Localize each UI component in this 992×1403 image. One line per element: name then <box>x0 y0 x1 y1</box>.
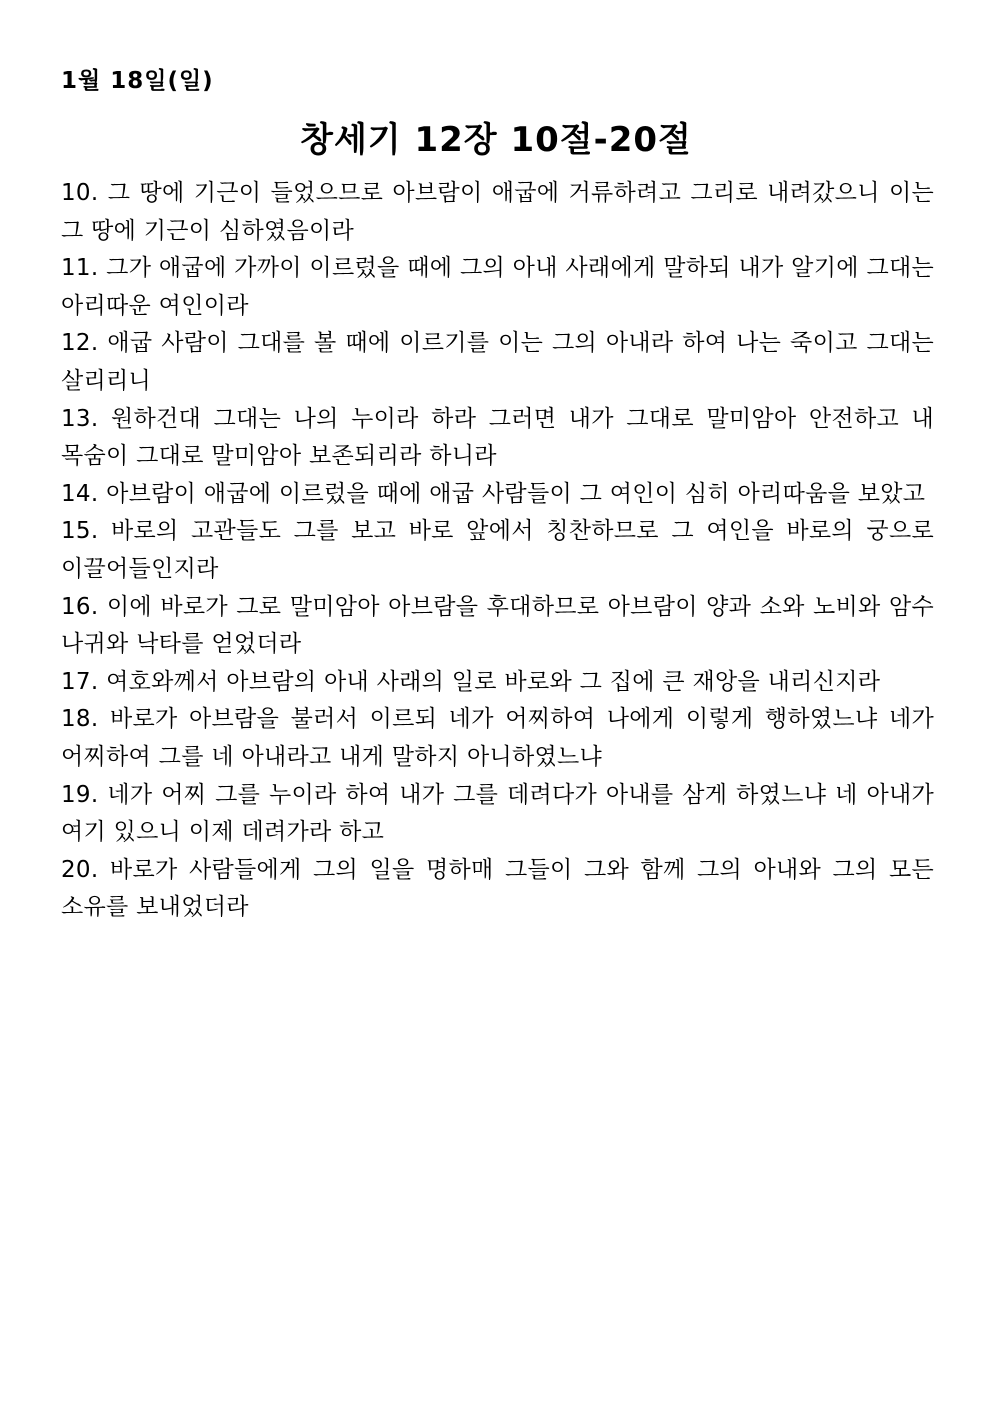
verse-11: 11. 그가 애굽에 가까이 이르렀을 때에 그의 아내 사래에게 말하되 내가 알기에 그대는 아리따운 여인이라 <box>61 255 934 319</box>
verse-15: 15. 바로의 고관들도 그를 보고 바로 앞에서 칭찬하므로 그 여인을 바로의 궁으로 이끌어들인지라 <box>61 518 934 582</box>
verse-12: 12. 애굽 사람이 그대를 볼 때에 이르기를 이는 그의 아내라 하여 나는 죽이고 그대는 살리리니 <box>61 330 934 394</box>
verse-13: 13. 원하건대 그대는 나의 누이라 하라 그러면 내가 그대로 말미암아 안전하고 내 목숨이 그대로 말미암아 보존되리라 하니라 <box>61 405 934 470</box>
reading-date: 1월 18일(일) <box>61 68 214 94</box>
verse-16: 16. 이에 바로가 그로 말미암아 아브람을 후대하므로 아브람이 양과 소와 노비와 암수 나귀와 낙타를 얻었더라 <box>61 593 934 658</box>
verse-17: 17. 여호와께서 아브람의 아내 사래의 일로 바로와 그 집에 큰 재앙을 내리신지라 <box>61 668 881 695</box>
verse-14: 14. 아브람이 애굽에 이르렀을 때에 애굽 사람들이 그 여인이 심히 아리따움을 보았고 <box>61 480 926 507</box>
verse-10: 10. 그 땅에 기근이 들었으므로 아브람이 애굽에 거류하려고 그리로 내려갔으니 이는 그 땅에 기근이 심하였음이라 <box>61 180 934 244</box>
verse-list <box>61 175 934 927</box>
verse-18: 18. 바로가 아브람을 불러서 이르되 네가 어찌하여 나에게 이렇게 행하였느냐 네가 어찌하여 그를 네 아내라고 내게 말하지 아니하였느냐 <box>61 706 934 770</box>
verse-20: 20. 바로가 사람들에게 그의 일을 명하매 그들이 그와 함께 그의 아내와 그의 모든 소유를 보내었더라 <box>61 856 934 921</box>
verse-19: 19. 네가 어찌 그를 누이라 하여 내가 그를 데려다가 아내를 삼게 하였느냐 네 아내가 여기 있으니 이제 데려가라 하고 <box>61 781 934 846</box>
passage-title: 창세기 12장 10절-20절 <box>300 120 692 160</box>
